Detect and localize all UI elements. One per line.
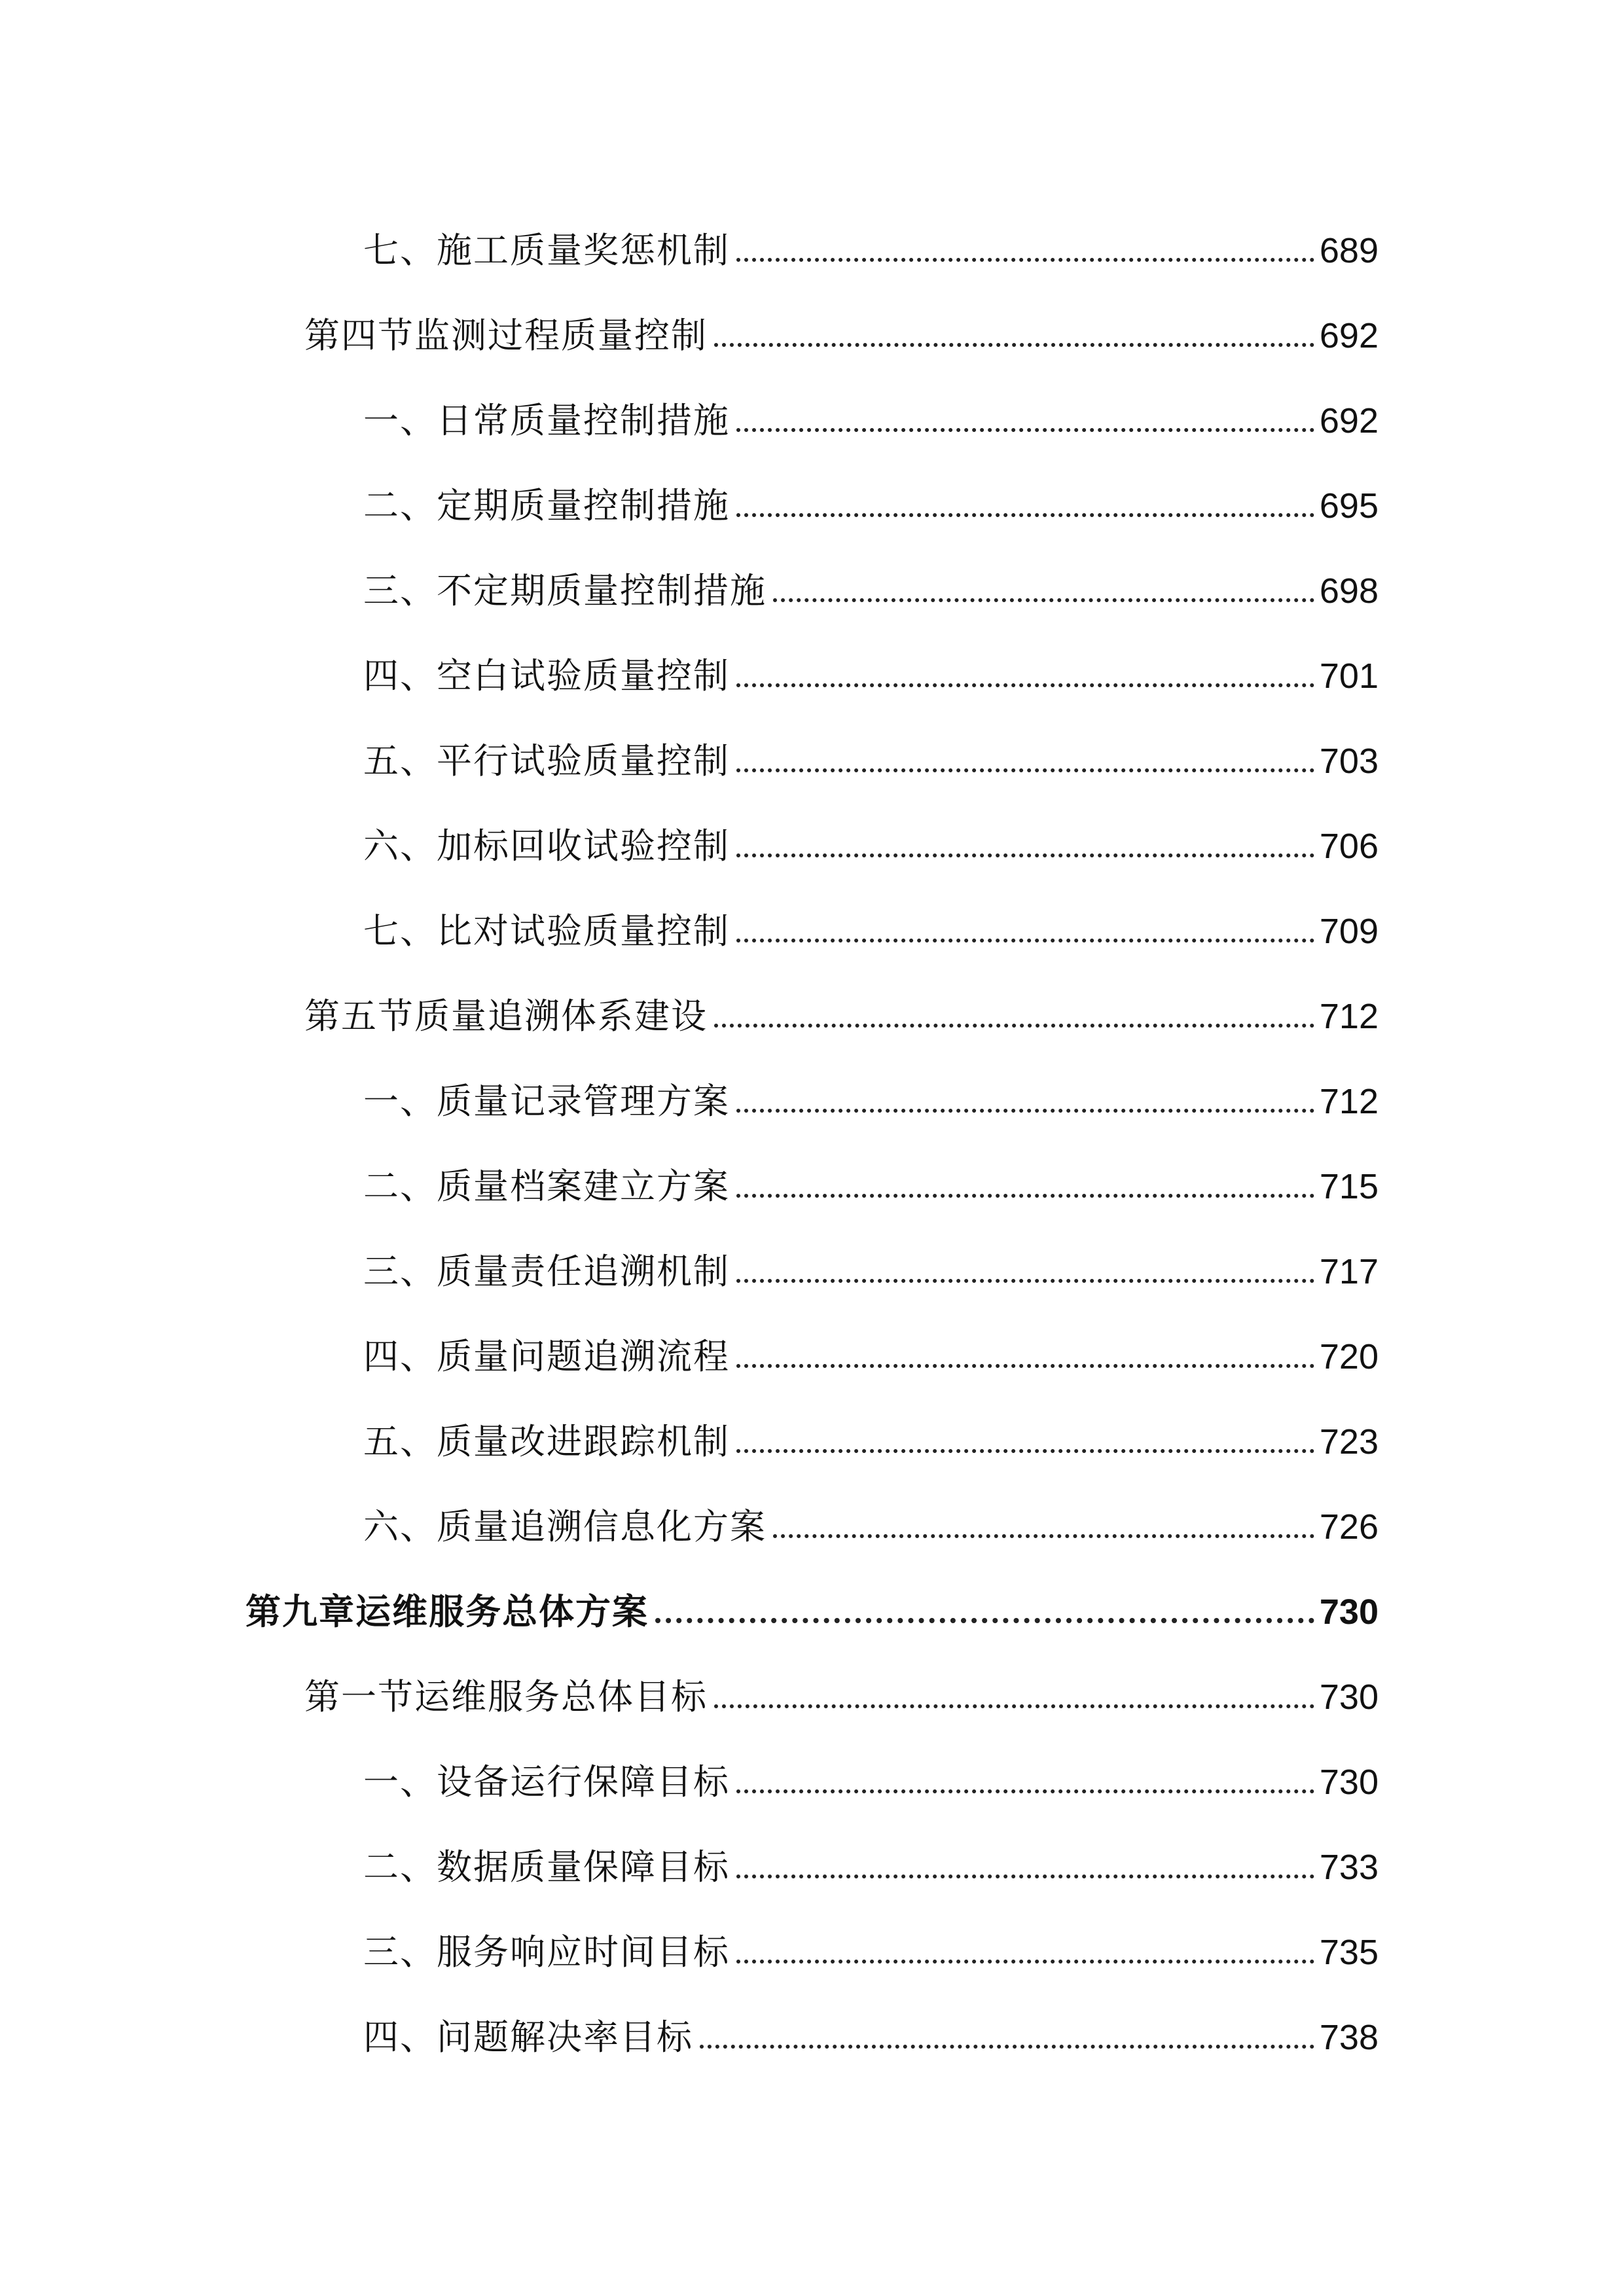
toc-entry-page: 738 bbox=[1319, 2018, 1379, 2057]
toc-entry-title: 二、质量档案建立方案 bbox=[363, 1166, 730, 1207]
toc-entry[interactable] bbox=[363, 1486, 1379, 1545]
dot-leader bbox=[736, 939, 1314, 942]
toc-entry-page: 701 bbox=[1319, 656, 1379, 696]
toc-entry-page: 712 bbox=[1319, 1082, 1379, 1121]
dot-leader bbox=[736, 1364, 1314, 1368]
toc-entry-page: 703 bbox=[1319, 742, 1379, 781]
toc-entry[interactable] bbox=[363, 1060, 1379, 1122]
toc-entry[interactable] bbox=[363, 1230, 1379, 1292]
toc-entry-page: 720 bbox=[1319, 1337, 1379, 1376]
dot-leader bbox=[736, 768, 1314, 772]
toc-entry-title: 二、数据质量保障目标 bbox=[363, 1846, 730, 1888]
toc-entry[interactable] bbox=[363, 1401, 1379, 1460]
toc-entry[interactable] bbox=[304, 295, 1379, 356]
toc-entry[interactable] bbox=[363, 1911, 1379, 1973]
toc-entry[interactable] bbox=[363, 1316, 1379, 1377]
toc-entry[interactable] bbox=[363, 1996, 1379, 2058]
toc-entry-title: 五、平行试验质量控制 bbox=[363, 740, 730, 781]
dot-leader bbox=[736, 1789, 1314, 1793]
toc-entry-title: 四、问题解决率目标 bbox=[363, 2017, 693, 2058]
toc-entry-page: 730 bbox=[1319, 1592, 1379, 1632]
toc-entry[interactable] bbox=[304, 975, 1379, 1037]
toc-entry-title: 三、质量责任追溯机制 bbox=[363, 1251, 730, 1292]
dot-leader bbox=[714, 343, 1314, 347]
toc-entry-page: 692 bbox=[1319, 316, 1379, 355]
dot-leader bbox=[736, 1874, 1314, 1878]
toc-entry[interactable] bbox=[363, 890, 1379, 952]
dot-leader bbox=[736, 1194, 1314, 1198]
dot-leader bbox=[773, 598, 1314, 602]
toc-entry[interactable] bbox=[363, 1741, 1379, 1803]
toc-entry-page: 730 bbox=[1319, 1677, 1379, 1717]
toc-entry-page: 712 bbox=[1319, 997, 1379, 1036]
toc-entry-title: 六、质量追溯信息化方案 bbox=[363, 1506, 767, 1547]
toc-entry-title: 四、空白试验质量控制 bbox=[363, 655, 730, 696]
toc-entry[interactable] bbox=[304, 1656, 1379, 1715]
toc-entry[interactable] bbox=[363, 550, 1379, 609]
toc-entry-page: 695 bbox=[1319, 486, 1379, 526]
toc-entry-title: 第五节质量追溯体系建设 bbox=[304, 996, 708, 1037]
toc-entry-page: 730 bbox=[1319, 1763, 1379, 1802]
toc-entry[interactable] bbox=[363, 209, 1379, 271]
toc-entry-page: 726 bbox=[1319, 1507, 1379, 1547]
toc-entry-title: 五、质量改进跟踪机制 bbox=[363, 1421, 730, 1462]
toc-entry-page: 692 bbox=[1319, 401, 1379, 440]
toc-entry-title: 第四节监测过程质量控制 bbox=[304, 315, 708, 356]
toc-entry-page: 717 bbox=[1319, 1252, 1379, 1291]
dot-leader bbox=[736, 1109, 1314, 1113]
toc-entry-title: 七、比对试验质量控制 bbox=[363, 910, 730, 952]
toc-entry-page: 723 bbox=[1319, 1422, 1379, 1462]
dot-leader bbox=[736, 428, 1314, 432]
toc-entry-page: 735 bbox=[1319, 1933, 1379, 1972]
toc-entry-title: 第一节运维服务总体目标 bbox=[304, 1676, 708, 1717]
toc-entry[interactable] bbox=[363, 1145, 1379, 1207]
toc-entry-title: 一、质量记录管理方案 bbox=[363, 1081, 730, 1122]
toc-entry[interactable] bbox=[363, 635, 1379, 694]
toc-entry[interactable] bbox=[363, 805, 1379, 867]
dot-leader bbox=[714, 1024, 1314, 1028]
dot-leader bbox=[736, 1960, 1314, 1964]
toc-entry-title: 第九章运维服务总体方案 bbox=[245, 1591, 649, 1632]
toc-entry[interactable] bbox=[363, 720, 1379, 779]
toc-entry-title: 六、加标回收试验控制 bbox=[363, 825, 730, 867]
toc-entry-page: 698 bbox=[1319, 571, 1379, 611]
dot-leader bbox=[736, 1449, 1314, 1453]
toc-entry[interactable] bbox=[363, 380, 1379, 439]
toc-entry-page: 709 bbox=[1319, 912, 1379, 951]
dot-leader bbox=[736, 258, 1314, 262]
toc-entry-title: 七、施工质量奖惩机制 bbox=[363, 230, 730, 271]
toc-entry[interactable] bbox=[363, 1826, 1379, 1888]
dot-leader bbox=[714, 1704, 1314, 1708]
toc-entry-title: 一、日常质量控制措施 bbox=[363, 400, 730, 441]
toc-entry-page: 689 bbox=[1319, 231, 1379, 270]
dot-leader bbox=[736, 683, 1314, 687]
toc-entry-page: 715 bbox=[1319, 1167, 1379, 1206]
dot-leader bbox=[700, 2045, 1314, 2049]
toc-entry-page: 733 bbox=[1319, 1848, 1379, 1887]
toc-entry-title: 一、设备运行保障目标 bbox=[363, 1761, 730, 1803]
dot-leader bbox=[655, 1618, 1314, 1623]
dot-leader bbox=[736, 1279, 1314, 1283]
dot-leader bbox=[773, 1534, 1314, 1538]
toc-entry[interactable] bbox=[363, 465, 1379, 524]
dot-leader bbox=[736, 513, 1314, 517]
toc-entry-page: 706 bbox=[1319, 827, 1379, 866]
dot-leader bbox=[736, 853, 1314, 857]
toc-entry-title: 四、质量问题追溯流程 bbox=[363, 1336, 730, 1377]
toc-entry-title: 三、服务响应时间目标 bbox=[363, 1931, 730, 1973]
toc-entry-title: 二、定期质量控制措施 bbox=[363, 485, 730, 526]
toc-entry-chapter[interactable] bbox=[245, 1571, 1379, 1630]
toc-entry-title: 三、不定期质量控制措施 bbox=[363, 570, 767, 611]
